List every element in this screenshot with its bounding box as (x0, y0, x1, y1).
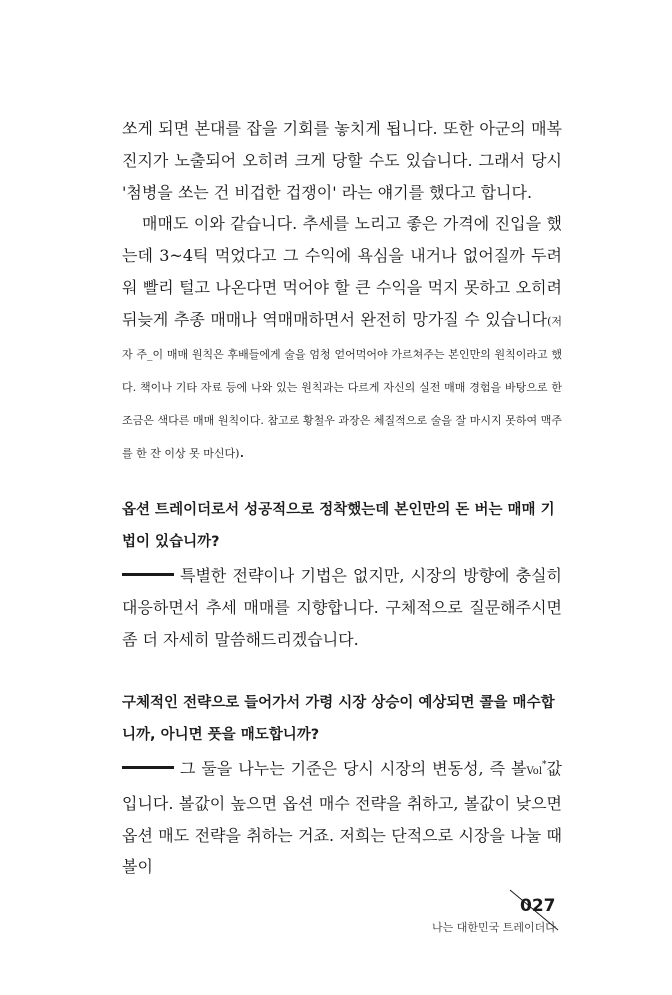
answer-dash-icon (122, 766, 174, 769)
qa-block-2 (122, 687, 562, 883)
paragraph-2 (122, 208, 562, 468)
answer-2 (122, 753, 562, 883)
answer-1-text: 특별한 전략이나 기법은 없지만, 시장의 방향에 충실히 대응하면서 추세 매매를 지향합니다. 구체적으로 질문해주시면 좀 더 자세히 말씀해드리겠습니다. (122, 566, 562, 649)
paragraph-2-end: . (239, 441, 245, 461)
author-note: (저자 주_이 매매 원칙은 후배들에게 술을 엄청 얻어먹어야 가르쳐주는 본인만의 원칙이라고 했다. 책이나 기타 자료 등에 나와 있는 원칙과는 다르게 자신의 실전 매매 경험을 바탕으로 한 조금은 색다른 매매 원칙이다. 참고로 황철우 과장은 체질적으로 술을 잘 마시지 못하여 맥주를 한 잔 이상 못 마신다) (122, 314, 562, 460)
paragraph-2-main: 매매도 이와 같습니다. 추세를 노리고 좋은 가격에 진입을 했는데 3~4틱 먹었다고 그 수익에 욕심을 내거나 없어질까 두려워 빨리 털고 나온다면 먹어야 할 큰 수익을 먹지 못하고 오히려 뒤늦게 추종 매매나 역매매하면서 완전히 망가질 수 있습니다 (122, 214, 562, 329)
vol-label: Vol (526, 766, 543, 777)
answer-2-start: 그 둘을 나누는 기준은 당시 시장의 변동성, 즉 볼 (180, 759, 527, 778)
page-number: 027 (520, 896, 556, 916)
answer-2-rest: 값입니다. 볼값이 높으면 옵션 매수 전략을 취하고, 볼값이 낮으면 옵션 매도 전략을 취하는 거죠. 저희는 단적으로 시장을 나눌 때 볼이 (122, 759, 562, 877)
running-title: 나는 대한민국 트레이더다 (432, 921, 556, 934)
paragraph-1: 쏘게 되면 본대를 잡을 기회를 놓치게 됩니다. 또한 아군의 매복 진지가 노출되어 오히려 크게 당할 수도 있습니다. 그래서 당시 '첨병을 쏘는 건 비겁한 겁쟁이' 라는 얘기를 했다고 합니다. (122, 119, 562, 202)
body-text-top (122, 113, 562, 469)
footnote-star: * (542, 759, 547, 770)
answer-1 (122, 560, 562, 655)
qa-block-1 (122, 494, 562, 655)
question-2: 구체적인 전략으로 들어가서 가령 시장 상승이 예상되면 콜을 매수합니까, 아니면 풋을 매도합니까? (122, 695, 555, 743)
question-1: 옵션 트레이더로서 성공적으로 정착했는데 본인만의 돈 버는 매매 기법이 있습니까? (122, 502, 555, 550)
answer-dash-icon (122, 573, 174, 576)
